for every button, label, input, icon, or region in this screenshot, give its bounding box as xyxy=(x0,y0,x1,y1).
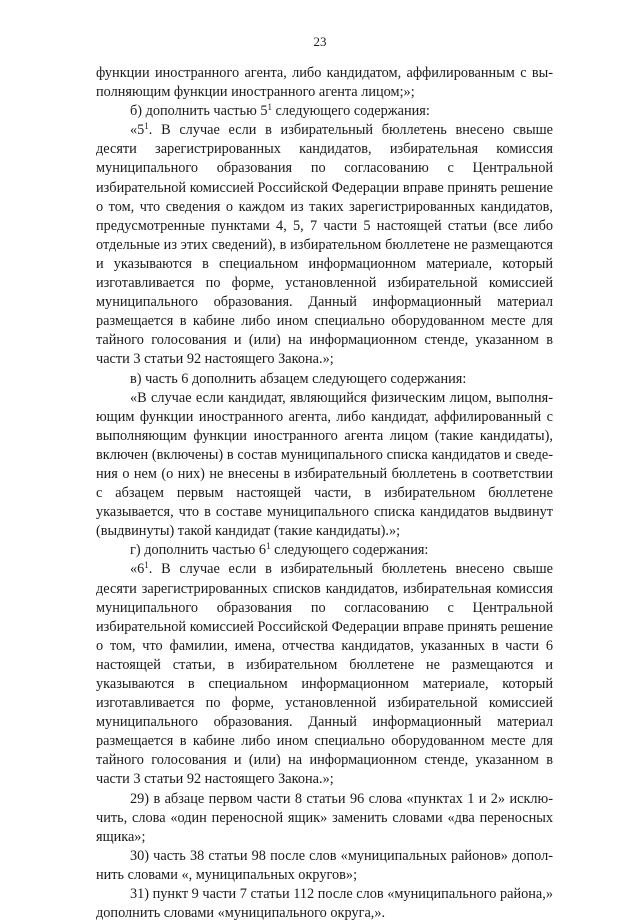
paragraph-text: 29) в абзаце первом части 8 статьи 96 слова «пунктах 1 и 2» исключить, слова «один переносной ящик» заменить словами «два переносных ящика»; xyxy=(96,790,553,845)
paragraph-text: 31) пункт 9 части 7 статьи 112 после слов «муниципального района,» дополнить словами «муниципального округа,». xyxy=(96,886,553,922)
paragraph xyxy=(96,885,553,923)
paragraph-text: следующего содержания: xyxy=(270,542,429,559)
paragraph-text: «5 xyxy=(130,122,145,139)
paragraph-text: . В случае если в избирательный бюллетень внесено свыше десяти зарегистрированных списков кандидатов, избирательная комиссия муниципального образования по согласованию с Центральной избирательной комиссией Российской Федерации вправе принять решение о том, что фамилии, имена, отчества кандидатов, указанных в части 6 настоящей статьи, в избирательном бюллетене не размещаются и указываются в специальном информационном материале, который изготавливается по форме, установленной избирательной комиссией муниципального образования. Данный информационный материал размещается в кабине либо ином специально оборудованном месте для тайного голосования и (или) на информационном стенде, указанном в части 3 статьи 92 настоящего Закона.»; xyxy=(96,561,553,788)
document-body xyxy=(96,64,553,923)
paragraph xyxy=(96,847,553,885)
paragraph-text: функции иностранного агента, либо кандидатом, аффилированным с выполняющим функции иностранного агента лицом;»; xyxy=(96,65,553,101)
paragraph-text: «6 xyxy=(130,561,145,578)
superscript: 1 xyxy=(267,102,272,113)
superscript: 1 xyxy=(144,121,149,132)
paragraph xyxy=(96,790,553,847)
paragraph-text: 30) часть 38 статьи 98 после слов «муниципальных районов» дополнить словами «, муниципальных округов»; xyxy=(96,847,553,883)
paragraph xyxy=(96,102,553,121)
superscript: 1 xyxy=(144,560,149,571)
paragraph xyxy=(96,64,553,102)
superscript: 1 xyxy=(266,541,271,552)
paragraph xyxy=(96,541,553,560)
paragraph-text: . В случае если в избирательный бюллетень внесено свыше десяти зарегистрированных кандидатов, избирательная комиссия муниципального образования по согласованию с Центральной избирательной комиссией Российской Федерации вправе принять решение о том, что сведения о каждом из таких зарегистрированных кандидатов, предусмотренные пунктами 4, 5, 7 части 5 настоящей статьи (все либо отдельные из этих сведений), в избирательном бюллетене не размещаются и указываются в специальном информационном материале, который изготавливается по форме, установленной избирательной комиссией муниципального образования. Данный информационный материал размещается в кабине либо ином специально оборудованном месте для тайного голосования и (или) на информационном стенде, указанном в части 3 статьи 92 настоящего Закона.»; xyxy=(96,122,553,368)
paragraph-text: следующего содержания: xyxy=(271,103,430,120)
paragraph-text: в) часть 6 дополнить абзацем следующего содержания: xyxy=(130,370,467,387)
paragraph-text: б) дополнить частью 5 xyxy=(130,103,268,120)
paragraph xyxy=(96,370,553,389)
paragraph-text: г) дополнить частью 6 xyxy=(130,542,267,559)
paragraph xyxy=(96,389,553,542)
paragraph-text: «В случае если кандидат, являющийся физическим лицом, выполняющим функции иностранного агента, либо кандидат, аффилированный с выполняющим функции иностранного агента лицом (такие кандидаты), включен (включены) в состав муниципального списка кандидатов и сведения о нем (о них) не внесены в избирательный бюллетень в соответствии с абзацем первым настоящей части, в избирательном бюллетене указывается, что в составе муниципального списка кандидатов выдвинут (выдвинуты) такой кандидат (такие кандидаты).»; xyxy=(96,389,553,540)
page-number: 23 xyxy=(313,34,327,49)
paragraph xyxy=(96,560,553,789)
paragraph xyxy=(96,121,553,369)
